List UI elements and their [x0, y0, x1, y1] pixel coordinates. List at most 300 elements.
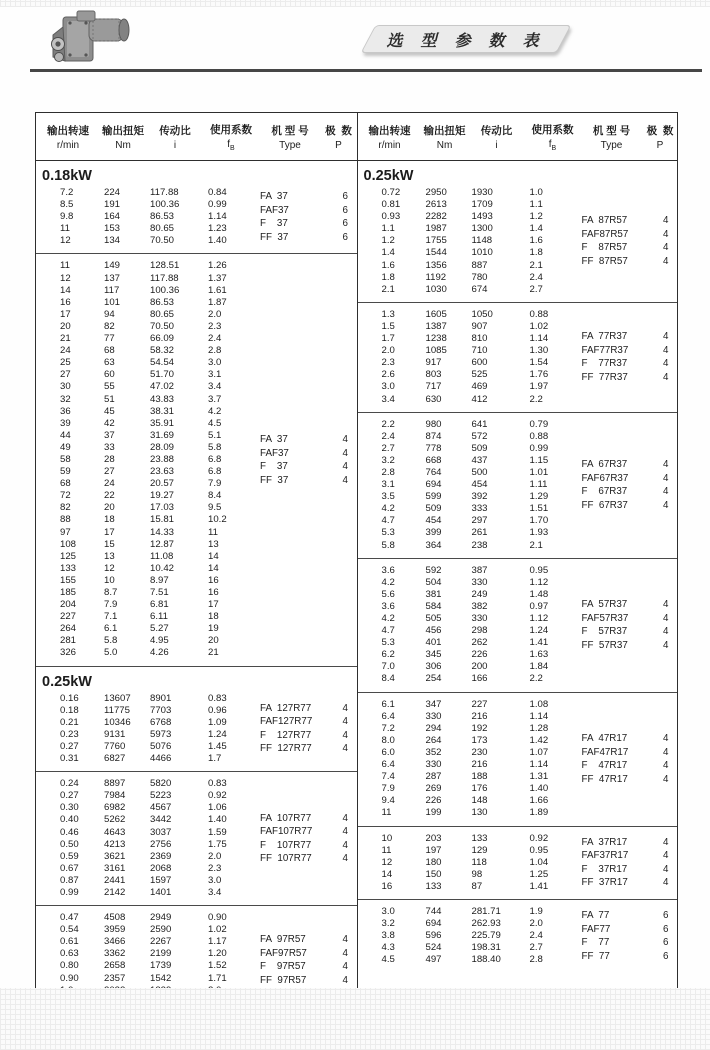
header-service-factor: 使用系数 $f_B$ — [531, 123, 574, 152]
model-type: FA 37 — [260, 191, 288, 203]
model-type-row — [582, 876, 678, 890]
ratio-value: 1050 — [471, 308, 493, 320]
ratio-value: 262.93 — [471, 918, 501, 930]
ratio-value: 330 — [471, 576, 488, 588]
service-factor-value: 1.04 — [529, 856, 549, 868]
model-type-row — [582, 472, 678, 486]
service-factor-value: 1.0 — [529, 187, 543, 198]
ratio-value: 87 — [471, 880, 483, 892]
poles-value: 4 — [342, 947, 348, 959]
ratio-value: 4466 — [150, 753, 172, 765]
ratio-value: 2756 — [150, 838, 172, 850]
ratio-value: 281.71 — [471, 905, 501, 917]
table-section — [358, 302, 678, 412]
header-ratio: 传动比 i — [480, 124, 513, 151]
section-body — [358, 699, 678, 820]
ratio-value: 2068 — [150, 862, 172, 874]
torque-value: 3621 — [104, 850, 126, 862]
torque-value: 10 — [104, 574, 115, 586]
model-type: FF 37 — [260, 231, 289, 243]
speed-value: 2.8 — [381, 466, 395, 478]
model-type-row — [582, 639, 678, 653]
torque-value: 1605 — [425, 308, 447, 320]
ratio-value: 117.88 — [150, 187, 179, 198]
service-factor-value: 1.42 — [529, 734, 549, 746]
service-factor-value: 0.90 — [208, 912, 227, 924]
ratio-value: 17.03 — [150, 502, 175, 514]
ratio-value: 382 — [471, 600, 488, 612]
service-factor-value: 1.24 — [529, 625, 549, 637]
service-factor-value: 1.14 — [529, 333, 549, 345]
ratio-value: 674 — [471, 283, 488, 295]
service-factor-value: 18 — [208, 611, 219, 623]
service-factor-value: 1.14 — [208, 211, 227, 223]
speed-value: 3.1 — [381, 479, 395, 491]
ratio-value: 80.65 — [150, 223, 175, 235]
model-type-row — [260, 190, 357, 204]
torque-value: 254 — [425, 673, 442, 685]
torque-value: 133 — [425, 880, 442, 892]
model-type: F 47R17 — [581, 760, 628, 772]
speed-value: 36 — [60, 405, 71, 417]
service-factor-value: 1.23 — [208, 223, 227, 235]
model-type-row — [260, 933, 357, 947]
torque-value: 5.8 — [104, 635, 118, 647]
speed-value: 185 — [60, 587, 77, 598]
torque-value: 45 — [104, 405, 115, 417]
torque-value: 3161 — [104, 862, 126, 874]
ratio-value: 4.95 — [150, 635, 169, 647]
model-type-row — [582, 330, 678, 344]
speed-value: 4.7 — [381, 515, 395, 527]
torque-value: 504 — [425, 576, 442, 588]
speed-value: 1.8 — [381, 271, 395, 283]
ratio-value: 12.87 — [150, 538, 175, 550]
ratio-value: 1542 — [150, 972, 172, 984]
model-type: FA 77 — [581, 910, 610, 922]
model-type: FAF77R37 — [581, 344, 629, 356]
ratio-value: 3442 — [150, 814, 172, 826]
service-factor-value: 0.84 — [208, 187, 227, 198]
ratio-value: 66.09 — [150, 333, 175, 345]
service-factor-value: 1.48 — [529, 588, 549, 600]
ratio-value: 227 — [471, 698, 488, 710]
ratio-value: 780 — [471, 271, 488, 283]
model-type-row — [582, 759, 678, 773]
service-factor-value: 2.1 — [529, 539, 543, 551]
ratio-value: 5223 — [150, 790, 172, 802]
table-section — [36, 666, 357, 772]
torque-value: 13607 — [104, 692, 131, 704]
torque-value: 164 — [104, 211, 121, 223]
model-type-row — [260, 715, 357, 729]
table-header-right — [357, 113, 678, 160]
torque-value: 917 — [425, 357, 442, 369]
speed-value: 59 — [60, 466, 71, 478]
service-factor-value: 3.7 — [208, 393, 222, 405]
service-factor-value: 0.97 — [529, 600, 549, 612]
poles-value: 4 — [663, 733, 669, 745]
model-type: F 97R57 — [260, 961, 306, 973]
service-factor-value: 1.45 — [208, 740, 227, 752]
speed-value: 39 — [60, 417, 71, 429]
ratio-value: 437 — [471, 454, 488, 466]
torque-value: 592 — [425, 564, 442, 576]
torque-value: 153 — [104, 223, 121, 235]
service-factor-value: 1.89 — [529, 807, 549, 819]
model-type-row — [582, 923, 678, 937]
table-section — [358, 899, 678, 972]
service-factor-value: 2.3 — [208, 862, 222, 874]
power-rating-label: 0.18kW — [42, 168, 92, 184]
model-type: FA 37 — [260, 434, 288, 446]
service-factor-value: 3.0 — [208, 874, 222, 886]
ratio-value: 387 — [471, 564, 488, 576]
data-grid — [358, 833, 578, 893]
torque-value: 456 — [425, 625, 442, 637]
poles-value: 6 — [663, 910, 669, 922]
ratio-value: 51.70 — [150, 369, 175, 381]
model-type-row — [260, 231, 357, 245]
model-type: FF 47R17 — [581, 773, 628, 785]
torque-value: 1987 — [425, 223, 447, 235]
torque-value: 454 — [425, 515, 442, 527]
ratio-value: 86.53 — [150, 211, 175, 223]
ratio-value: 261 — [471, 527, 488, 539]
speed-value: 0.18 — [60, 704, 79, 716]
model-type-list — [582, 187, 678, 296]
model-type: F 67R37 — [581, 486, 628, 498]
poles-value: 4 — [663, 639, 669, 651]
poles-value: 4 — [663, 459, 669, 471]
speed-value: 0.31 — [60, 753, 79, 765]
service-factor-value: 0.95 — [529, 564, 549, 576]
model-type-row — [260, 839, 357, 853]
speed-value: 0.80 — [60, 960, 79, 972]
torque-value: 401 — [425, 637, 442, 649]
torque-value: 7.9 — [104, 599, 118, 611]
model-type: F 107R77 — [260, 839, 312, 851]
speed-value: 326 — [60, 647, 77, 659]
service-factor-value: 2.4 — [529, 271, 543, 283]
speed-value: 3.6 — [381, 564, 395, 576]
model-type: FA 107R77 — [260, 812, 312, 824]
ratio-value: 1709 — [471, 199, 493, 211]
data-grid — [358, 419, 578, 552]
model-type: FF 87R57 — [581, 255, 628, 267]
ratio-value: 1010 — [471, 247, 493, 259]
speed-value: 97 — [60, 526, 71, 538]
ratio-value: 100.36 — [150, 284, 180, 296]
torque-value: 599 — [425, 491, 442, 503]
service-factor-value: 0.99 — [208, 199, 227, 211]
torque-value: 1238 — [425, 333, 447, 345]
ratio-value: 710 — [471, 345, 488, 357]
data-grid — [36, 693, 256, 766]
speed-value: 133 — [60, 562, 77, 574]
section-body — [36, 693, 357, 766]
speed-value: 3.0 — [381, 905, 395, 917]
model-type: FAF77 — [581, 923, 611, 935]
model-type-row — [582, 598, 678, 612]
torque-value: 117 — [104, 284, 120, 296]
service-factor-value: 2.7 — [529, 283, 543, 295]
model-type-list — [582, 833, 678, 893]
poles-value: 4 — [663, 863, 669, 875]
ratio-value: 1930 — [471, 187, 493, 198]
torque-value: 2613 — [425, 199, 447, 211]
model-type-row — [582, 357, 678, 371]
service-factor-value: 1.17 — [208, 936, 227, 948]
ratio-value: 129 — [471, 844, 488, 856]
table-section — [358, 161, 678, 302]
service-factor-value: 2.0 — [529, 918, 543, 930]
ratio-value: 333 — [471, 503, 488, 515]
torque-value: 1387 — [425, 320, 447, 332]
service-factor-value: 1.54 — [529, 357, 549, 369]
torque-value: 5.0 — [104, 647, 118, 659]
model-type: F 37 — [260, 218, 288, 230]
model-type: F 127R77 — [260, 729, 312, 741]
torque-value: 2357 — [104, 972, 126, 984]
service-factor-value: 2.4 — [208, 333, 222, 345]
model-type: FF 77 — [581, 950, 610, 962]
page-texture-bottom — [0, 988, 710, 1050]
data-grid — [358, 187, 578, 296]
torque-value: 6982 — [104, 802, 126, 814]
ratio-value: 166 — [471, 673, 488, 685]
torque-value: 137 — [104, 272, 121, 284]
ratio-value: 6.81 — [150, 599, 169, 611]
speed-value: 12 — [381, 856, 393, 868]
ratio-value: 5.27 — [150, 623, 169, 635]
header-ratio: 传动比 i — [159, 124, 191, 151]
speed-value: 72 — [60, 490, 71, 502]
speed-value: 0.61 — [60, 936, 79, 948]
model-type-row — [582, 849, 678, 863]
section-body — [358, 906, 678, 966]
ratio-value: 525 — [471, 369, 488, 381]
model-type: FAF37 — [260, 204, 289, 216]
section-body — [36, 260, 357, 659]
service-factor-value: 6.8 — [208, 466, 222, 478]
torque-value: 24 — [104, 478, 115, 490]
torque-value: 345 — [425, 649, 442, 661]
model-type-list — [582, 906, 678, 966]
data-grid — [358, 906, 578, 966]
section-body — [358, 565, 678, 686]
service-factor-value: 1.01 — [529, 466, 549, 478]
ratio-value: 7703 — [150, 704, 172, 716]
poles-value: 4 — [342, 839, 348, 851]
torque-value: 150 — [425, 868, 442, 880]
speed-value: 0.40 — [60, 814, 79, 826]
speed-value: 8.5 — [60, 199, 74, 211]
speed-value: 8.0 — [381, 734, 395, 746]
speed-value: 6.0 — [381, 746, 395, 758]
ratio-value: 70.50 — [150, 235, 175, 247]
ratio-value: 500 — [471, 466, 488, 478]
ratio-value: 226 — [471, 649, 488, 661]
speed-value: 49 — [60, 441, 71, 453]
ratio-value: 54.54 — [150, 357, 175, 369]
table-header-row — [36, 113, 677, 161]
service-factor-value: 1.2 — [529, 211, 543, 223]
model-type-row — [260, 960, 357, 974]
speed-value: 0.21 — [60, 716, 79, 728]
ratio-value: 641 — [471, 418, 488, 430]
speed-value: 0.24 — [60, 778, 79, 790]
speed-value: 3.5 — [381, 491, 395, 503]
service-factor-value: 1.14 — [529, 710, 549, 722]
section-body — [36, 778, 357, 899]
torque-value: 15 — [104, 538, 115, 550]
speed-value: 25 — [60, 357, 71, 369]
speed-value: 0.67 — [60, 862, 79, 874]
speed-value: 14 — [60, 284, 71, 296]
torque-value: 94 — [104, 308, 115, 320]
service-factor-value: 8.4 — [208, 490, 222, 502]
torque-value: 12 — [104, 562, 115, 574]
torque-value: 584 — [425, 600, 442, 612]
ratio-value: 188.40 — [471, 954, 501, 966]
model-type: F 37R17 — [581, 863, 628, 875]
data-grid — [358, 699, 578, 820]
poles-value: 4 — [663, 486, 669, 498]
poles-value: 4 — [342, 743, 348, 755]
torque-value: 51 — [104, 393, 115, 405]
ratio-value: 35.91 — [150, 417, 175, 429]
torque-value: 803 — [425, 369, 442, 381]
torque-value: 980 — [425, 418, 442, 430]
power-rating-label: 0.25kW — [42, 673, 92, 690]
torque-value: 764 — [425, 466, 442, 478]
poles-value: 4 — [663, 877, 669, 889]
torque-value: 287 — [425, 771, 442, 783]
model-type: FAF97R57 — [260, 947, 307, 959]
torque-value: 1030 — [425, 283, 447, 295]
torque-value: 55 — [104, 381, 115, 393]
service-factor-value: 0.83 — [208, 778, 227, 790]
model-type-row — [582, 909, 678, 923]
ratio-value: 2590 — [150, 924, 172, 936]
model-type-row — [260, 947, 357, 961]
service-factor-value: 2.2 — [529, 393, 543, 405]
table-section — [36, 161, 357, 253]
speed-value: 0.27 — [60, 790, 79, 802]
model-type-row — [582, 863, 678, 877]
poles-value: 6 — [342, 191, 348, 203]
speed-value: 0.27 — [60, 740, 79, 752]
speed-value: 5.3 — [381, 637, 395, 649]
ratio-value: 43.83 — [150, 393, 175, 405]
service-factor-value: 1.97 — [529, 381, 549, 393]
torque-value: 1192 — [425, 271, 447, 283]
torque-value: 1356 — [425, 259, 447, 271]
speed-value: 32 — [60, 393, 71, 405]
model-type-row — [260, 474, 357, 488]
ratio-value: 810 — [471, 333, 488, 345]
ratio-value: 5820 — [150, 778, 172, 790]
torque-value: 874 — [425, 430, 442, 442]
speed-value: 108 — [60, 538, 77, 550]
torque-value: 4213 — [104, 838, 126, 850]
model-type-row — [582, 241, 678, 255]
model-type-list — [582, 565, 678, 686]
ratio-value: 23.63 — [150, 466, 175, 478]
torque-value: 203 — [425, 832, 442, 844]
speed-value: 7.9 — [381, 783, 395, 795]
speed-value: 2.3 — [381, 357, 395, 369]
service-factor-value: 1.1 — [529, 199, 543, 211]
service-factor-value: 1.25 — [529, 868, 549, 880]
ratio-value: 2369 — [150, 850, 172, 862]
speed-value: 5.3 — [381, 527, 395, 539]
speed-value: 2.7 — [381, 442, 395, 454]
torque-value: 8897 — [104, 778, 126, 790]
service-factor-value: 1.06 — [208, 802, 227, 814]
poles-value: 4 — [663, 599, 669, 611]
model-type: FF 57R37 — [581, 639, 628, 651]
ratio-value: 19.27 — [150, 490, 175, 502]
model-type: FA 57R37 — [581, 599, 628, 611]
model-type: FF 67R37 — [581, 499, 628, 511]
service-factor-value: 1.15 — [529, 454, 549, 466]
torque-value: 294 — [425, 722, 442, 734]
ratio-value: 2199 — [150, 948, 172, 960]
torque-value: 42 — [104, 417, 115, 429]
ratio-value: 600 — [471, 357, 488, 369]
service-factor-value: 14 — [208, 562, 219, 574]
torque-value: 28 — [104, 453, 115, 465]
poles-value: 4 — [663, 612, 669, 624]
model-type: FF 77R37 — [581, 371, 628, 383]
service-factor-value: 1.93 — [529, 527, 549, 539]
torque-value: 2282 — [425, 211, 447, 223]
ratio-value: 4.26 — [150, 647, 169, 659]
ratio-value: 4567 — [150, 802, 172, 814]
model-type-row — [582, 371, 678, 385]
model-type-row — [582, 458, 678, 472]
speed-value: 44 — [60, 429, 71, 441]
speed-value: 30 — [60, 381, 71, 393]
model-type-row — [582, 214, 678, 228]
torque-value: 224 — [104, 187, 121, 198]
ratio-value: 80.65 — [150, 308, 175, 320]
header-rule — [30, 69, 702, 72]
service-factor-value: 0.92 — [208, 790, 227, 802]
ratio-value: 6.11 — [150, 611, 168, 623]
torque-value: 4643 — [104, 826, 126, 838]
service-factor-value: 0.95 — [529, 844, 549, 856]
torque-value: 2441 — [104, 874, 126, 886]
ratio-value: 572 — [471, 430, 488, 442]
ratio-value: 5076 — [150, 740, 172, 752]
service-factor-value: 1.37 — [208, 272, 227, 284]
page-title: 选 型 参 数 表 — [386, 32, 546, 50]
data-grid — [36, 260, 256, 659]
speed-value: 17 — [60, 308, 71, 320]
poles-value: 4 — [663, 499, 669, 511]
service-factor-value: 2.3 — [208, 320, 222, 332]
speed-value: 227 — [60, 611, 77, 623]
speed-value: 6.1 — [381, 698, 395, 710]
header-model-type: 机 型 号 Type — [271, 124, 309, 151]
speed-value: 0.46 — [60, 826, 79, 838]
ratio-value: 1148 — [471, 235, 493, 247]
service-factor-value: 1.76 — [529, 369, 549, 381]
model-type-row — [582, 344, 678, 358]
